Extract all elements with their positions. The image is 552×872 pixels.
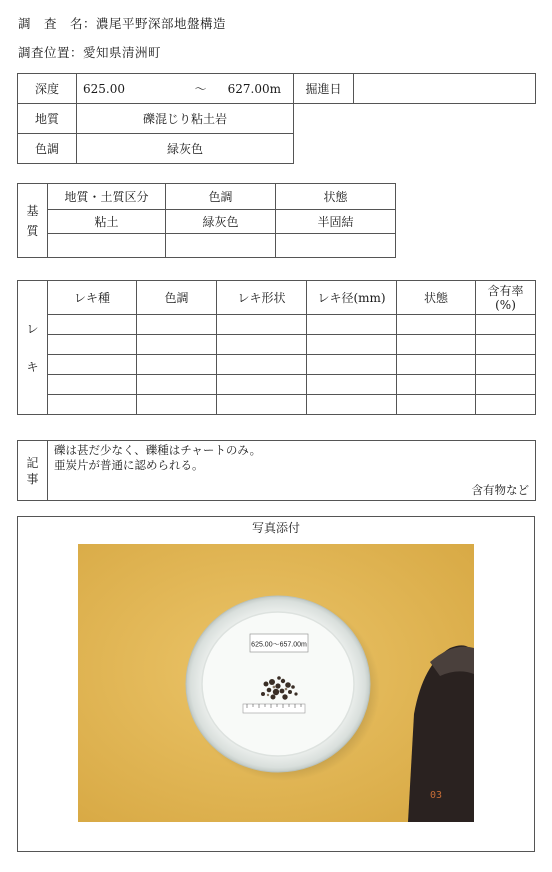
depth-tilde: 〜 [186,74,216,104]
photo-graphic [78,544,474,822]
matrix-side-label-2: 質 [26,223,39,238]
table-row [18,335,536,355]
core-sample-photo [78,544,474,822]
gravel-header-state: 状態 [397,281,476,315]
color-label: 色調 [18,134,77,164]
matrix-side-label [18,184,48,258]
date-label: 掘進日 [294,74,354,104]
matrix-cell: 粘土 [48,210,166,234]
notes-line-2: 亜炭片が普通に認められる。 [54,458,204,472]
gravel-header-content [476,281,536,315]
gravel-header-shape: レキ形状 [217,281,307,315]
matrix-cell [276,234,396,258]
date-value [354,74,536,104]
table-row [18,355,536,375]
gravel-header-size: レキ径(mm) [307,281,397,315]
table-row [18,395,536,415]
core-info-table [17,73,536,164]
notes-line-1: 礫は甚だ少なく、礫種はチャートのみ。 [54,443,262,457]
location-line [18,43,161,61]
gravel-side-label-2: キ [26,359,39,374]
matrix-header-color: 色調 [166,184,276,210]
sample-label: 625.00〜657.00m [251,641,307,649]
gravel-header-color: 色調 [137,281,217,315]
location-label: 調査位置： [18,45,84,60]
survey-name-line [18,14,226,32]
date-stamp: 03 [430,790,443,801]
survey-name-label: 調 査 名： [18,16,97,31]
matrix-table [17,183,396,258]
matrix-cell [48,234,166,258]
notes-side-label-2: 事 [26,471,39,486]
matrix-header-classification: 地質・土質区分 [48,184,166,210]
gravel-side-label [18,281,48,415]
color-value: 緑灰色 [77,134,294,164]
notes-footer: 含有物など [471,483,529,497]
matrix-cell: 半固結 [276,210,396,234]
table-row [18,375,536,395]
survey-name-value: 濃尾平野深部地盤構造 [96,16,227,31]
notes-table [17,440,536,501]
matrix-cell: 緑灰色 [166,210,276,234]
gravel-header-type: レキ種 [48,281,137,315]
depth-to: 627.00m [216,74,294,104]
matrix-header-state: 状態 [276,184,396,210]
gravel-header-content-unit: (%) [495,297,516,312]
matrix-cell [166,234,276,258]
geology-label: 地質 [18,104,77,134]
geology-value: 礫混じり粘土岩 [77,104,294,134]
photo-title: 写真添付 [251,521,300,535]
scale-ruler [243,704,305,713]
gravel-side-label-1: レ [26,321,39,336]
gravel-table [17,280,536,415]
location-value: 愛知県清洲町 [83,45,162,60]
notes-content [48,441,536,501]
notes-side-label [18,441,48,501]
gravel-header-content-label: 含有率 [487,283,524,298]
depth-from: 625.00 [77,74,186,104]
empty-cell [294,134,536,164]
depth-label: 深度 [18,74,77,104]
table-row [18,315,536,335]
notes-side-label-1: 記 [26,455,39,470]
empty-cell [294,104,536,134]
matrix-side-label-1: 基 [26,203,39,218]
